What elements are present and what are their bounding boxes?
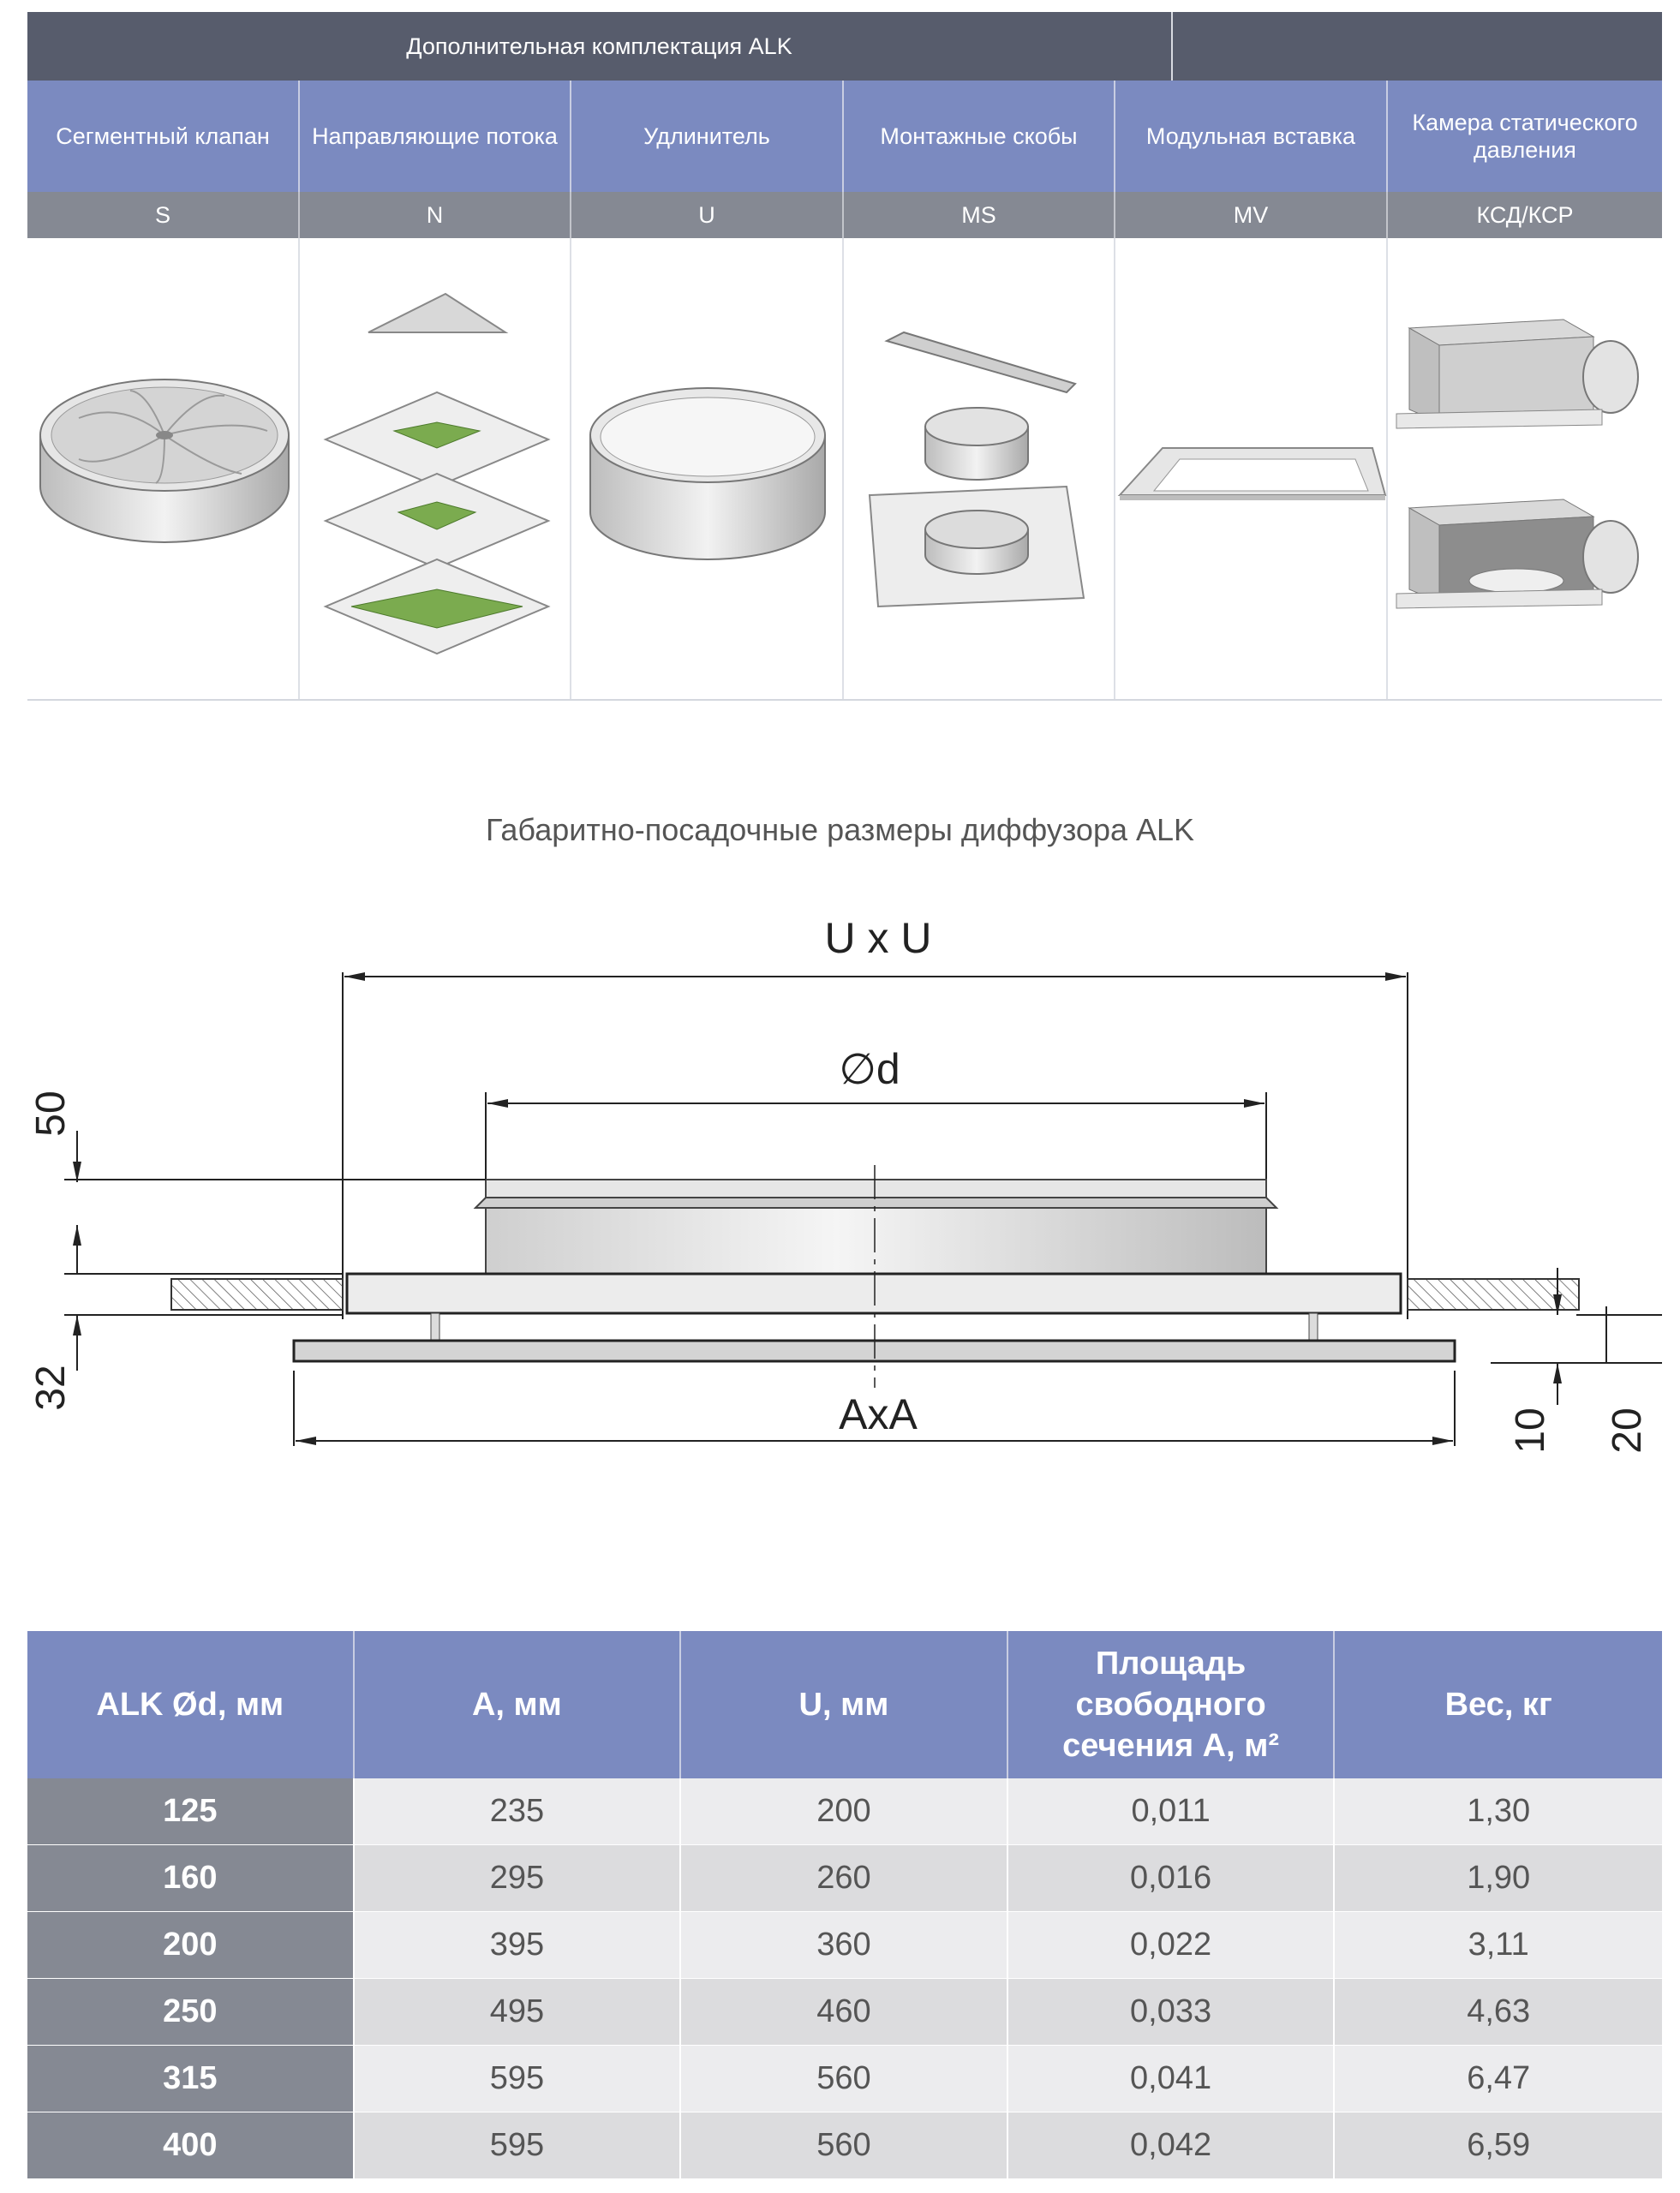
- table-cell: 0,022: [1008, 1912, 1336, 1978]
- table-cell: 0,011: [1008, 1778, 1336, 1844]
- axa-label: AxA: [839, 1390, 918, 1438]
- accessory-name: Удлинитель: [571, 81, 844, 192]
- accessory-name: Монтажные скобы: [844, 81, 1115, 192]
- table-cell: 6,47: [1335, 2046, 1662, 2112]
- table-cell: 260: [681, 1845, 1008, 1911]
- dim-32-label: 32: [28, 1365, 74, 1411]
- accessory-code: MV: [1115, 192, 1388, 238]
- uxu-label: U x U: [824, 914, 932, 962]
- flow-guides-image: [300, 238, 571, 699]
- accessory-code: КСД/КСР: [1476, 201, 1574, 228]
- column-header: ALK Ød, мм: [27, 1631, 355, 1778]
- table-cell: 3,11: [1335, 1912, 1662, 1978]
- table-cell: 0,041: [1008, 2046, 1336, 2112]
- accessory-name: Сегментный клапан: [27, 81, 300, 192]
- diffuser-dimension-drawing: [0, 908, 1680, 1473]
- accessories-names-row: [27, 81, 1662, 192]
- table-row: [27, 1979, 1662, 2046]
- dim-10-label: 10: [1508, 1407, 1553, 1454]
- table-cell: 160: [27, 1845, 355, 1911]
- table-row: [27, 1778, 1662, 1845]
- column-header: Площадь свободного сечения A, м²: [1008, 1631, 1336, 1778]
- table-cell: 360: [681, 1912, 1008, 1978]
- table-cell: 495: [355, 1979, 682, 2045]
- accessories-table: [27, 12, 1662, 701]
- table-cell: 460: [681, 1979, 1008, 2045]
- segment-valve-image: [27, 238, 300, 699]
- table-cell: 295: [355, 1845, 682, 1911]
- table-row: [27, 1912, 1662, 1979]
- table-cell: 400: [27, 2112, 355, 2178]
- modular-insert-image: [1115, 238, 1388, 699]
- table-cell: 0,016: [1008, 1845, 1336, 1911]
- table-cell: 560: [681, 2046, 1008, 2112]
- accessories-title: Дополнительная комплектация ALK: [27, 12, 1173, 81]
- column-header: Вес, кг: [1444, 1687, 1552, 1723]
- accessory-code: U: [571, 192, 844, 238]
- accessory-name: Камера статического давления: [1412, 110, 1638, 163]
- accessory-code: MS: [844, 192, 1115, 238]
- table-body: [27, 1778, 1662, 2179]
- table-cell: 200: [681, 1778, 1008, 1844]
- table-cell: 125: [27, 1778, 355, 1844]
- accessory-code: N: [300, 192, 571, 238]
- table-cell: 395: [355, 1912, 682, 1978]
- table-cell: 0,042: [1008, 2112, 1336, 2178]
- table-cell: 1,90: [1335, 1845, 1662, 1911]
- dim-20-label: 20: [1605, 1407, 1650, 1454]
- accessories-images-row: [27, 238, 1662, 701]
- table-cell: 315: [27, 2046, 355, 2112]
- table-row: [27, 2112, 1662, 2179]
- extender-image: [571, 238, 844, 699]
- table-row: [27, 2046, 1662, 2112]
- accessories-header: [27, 12, 1662, 81]
- dim-50-label: 50: [28, 1091, 74, 1137]
- table-cell: 560: [681, 2112, 1008, 2178]
- diameter-label: ∅d: [839, 1045, 900, 1093]
- table-row: [27, 1845, 1662, 1912]
- accessories-codes-row: [27, 192, 1662, 238]
- accessory-code: S: [27, 192, 300, 238]
- accessory-name: Направляющие потока: [300, 81, 571, 192]
- table-cell: 595: [355, 2112, 682, 2178]
- table-cell: 235: [355, 1778, 682, 1844]
- table-cell: 1,30: [1335, 1778, 1662, 1844]
- table-cell: 250: [27, 1979, 355, 2045]
- static-pressure-chamber-image: [1388, 238, 1662, 699]
- drawing-title: Габаритно-посадочные размеры диффузора ALK: [485, 812, 1195, 847]
- accessory-name: Модульная вставка: [1115, 81, 1388, 192]
- table-header: [27, 1631, 1662, 1778]
- table-cell: 4,63: [1335, 1979, 1662, 2045]
- table-cell: 6,59: [1335, 2112, 1662, 2178]
- column-header: U, мм: [681, 1631, 1008, 1778]
- table-cell: 595: [355, 2046, 682, 2112]
- column-header: A, мм: [355, 1631, 682, 1778]
- table-cell: 200: [27, 1912, 355, 1978]
- table-cell: 0,033: [1008, 1979, 1336, 2045]
- dimensions-table: [27, 1631, 1662, 2179]
- mounting-brackets-image: [844, 238, 1115, 699]
